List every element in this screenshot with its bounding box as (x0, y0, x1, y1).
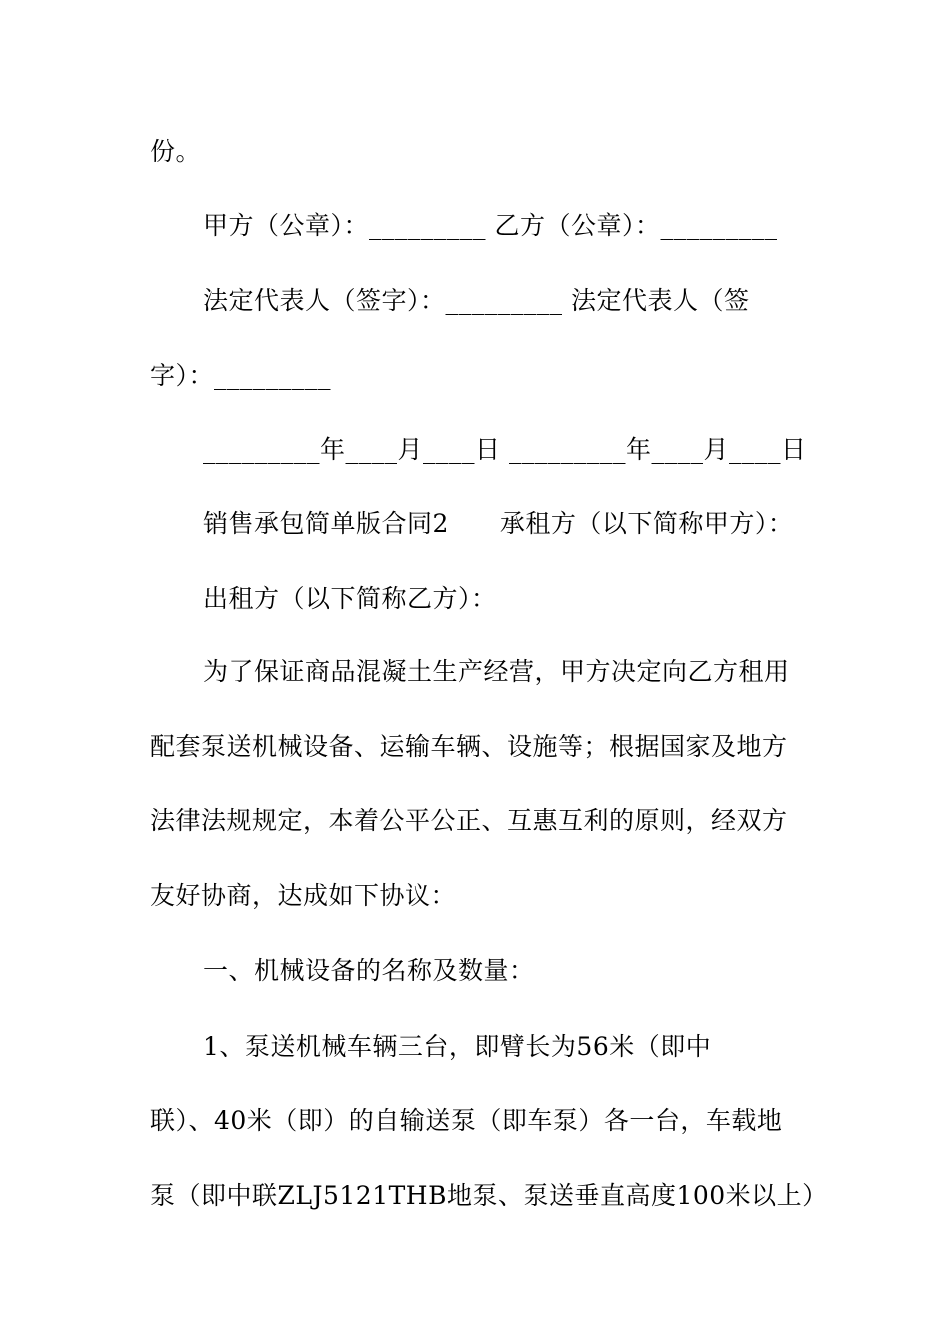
paragraph-line: 泵（即中联ZLJ5121THB地泵、泵送垂直高度100米以上） (150, 1181, 828, 1210)
paragraph-line: 为了保证商品混凝土生产经营，甲方决定向乙方租用 (203, 657, 790, 686)
paragraph-line: 友好协商，达成如下协议： (150, 881, 457, 910)
paragraph-line: 份。 (150, 137, 202, 166)
lessor-line: 出租方（以下简称乙方）： (203, 584, 497, 613)
section-heading: 一、机械设备的名称及数量： (203, 956, 535, 985)
paragraph-line: 法律法规规定，本着公平公正、互惠互利的原则，经双方 (150, 806, 788, 835)
contract-title-line: 销售承包简单版合同2 承租方（以下简称甲方）： (203, 509, 794, 538)
representative-signature-line: 法定代表人（签字）：_________ 法定代表人（签 (203, 286, 750, 315)
representative-signature-line-cont: 字）：_________ (150, 361, 332, 390)
party-seal-line: 甲方（公章）：_________ 乙方（公章）：_________ (203, 211, 778, 240)
paragraph-line: 1、泵送机械车辆三台，即臂长为56米（即中 (203, 1032, 712, 1061)
date-line: _________年____月____日 _________年____月____日 (203, 435, 807, 464)
paragraph-line: 配套泵送机械设备、运输车辆、设施等；根据国家及地方 (150, 732, 788, 761)
paragraph-line: 联）、40米（即）的自输送泵（即车泵）各一台，车载地 (150, 1106, 783, 1135)
